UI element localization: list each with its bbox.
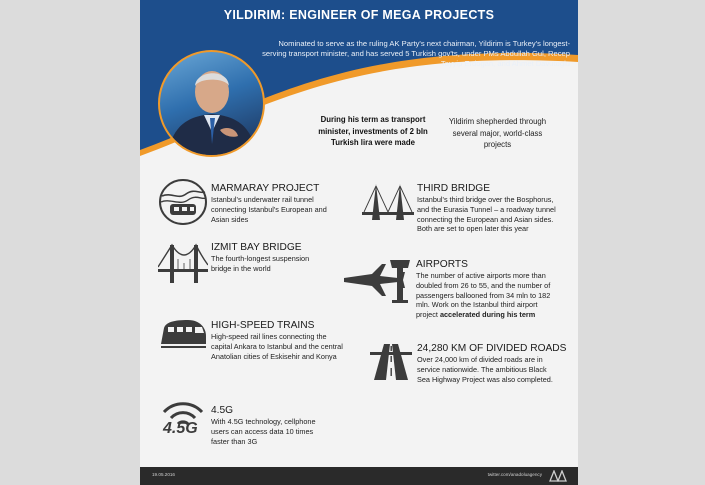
roads-heading: 24,280 KM OF DIVIDED ROADS xyxy=(417,343,567,354)
highspeed-heading: HIGH-SPEED TRAINS xyxy=(211,320,315,331)
projects-stat: Yildirim shepherded through several major, world-class projects xyxy=(448,117,547,149)
airport-tower-icon xyxy=(342,256,414,306)
footer-handle: twitter.com/anadoluagency xyxy=(487,472,542,477)
high-speed-train-icon xyxy=(158,314,208,354)
roads-desc: Over 24,000 km of divided roads are in service nationwide. The ambitious Black Sea Highway Project was also completed. xyxy=(417,355,553,384)
fourg-desc: With 4.5G technology, cellphone users can access data 10 times faster than 3G xyxy=(211,417,316,446)
footer-bar xyxy=(140,467,578,485)
thirdbridge-desc: Istanbul's third bridge over the Bosphorus, and the Eurasia Tunnel – a roadway tunnel connecting the European and Asian sides. Both are set to open later this year xyxy=(417,195,556,234)
airports-heading: AIRPORTS xyxy=(416,259,468,270)
izmit-desc: The fourth-longest suspension bridge in the world xyxy=(211,254,310,273)
izmit-heading: IZMIT BAY BRIDGE xyxy=(211,242,302,253)
tunnel-train-icon xyxy=(158,178,208,226)
fourg-icon-label: 4.5G xyxy=(163,420,198,437)
fourg-heading: 4.5G xyxy=(211,405,234,416)
intro-text: Nominated to serve as the ruling AK Party's next chairman, Yildirim is Turkey's longest-serving transport minister, and has served 5 Turkish gov'ts, under PMs Abdullah Gul, Recep Tayyip Erdogan, and Ahmet Davutoglu xyxy=(262,39,570,68)
agency-logo-icon xyxy=(548,470,568,482)
page-title: YILDIRIM: ENGINEER OF MEGA PROJECTS xyxy=(223,8,495,22)
marmaray-heading: MARMARAY PROJECT xyxy=(211,183,320,194)
footer-date: 19.05.2016 xyxy=(152,472,175,477)
marmaray-desc: Istanbul's underwater rail tunnel connecting Istanbul's European and Asian sides xyxy=(211,195,327,224)
highspeed-desc: High-speed rail lines connecting the capital Ankara to Istanbul and the central Anatolian cities of Eskisehir and Konya xyxy=(211,332,343,361)
portrait-photo xyxy=(158,50,265,157)
airports-desc xyxy=(416,271,558,320)
airports-desc-text: The number of active airports more than doubled from 26 to 55, and the number of passengers ballooned from 34 mln to 182 mln. Work on the Istanbul third airport project xyxy=(416,271,551,320)
highway-icon xyxy=(370,340,412,382)
thirdbridge-heading: THIRD BRIDGE xyxy=(417,183,491,194)
cable-bridge-icon xyxy=(362,180,414,228)
investment-stat: During his term as transport minister, investments of 2 bln Turkish lira were made xyxy=(318,115,428,147)
suspension-bridge-icon xyxy=(158,239,208,287)
infographic-poster xyxy=(140,0,578,485)
airports-desc-bold: accelerated during his term xyxy=(439,310,536,320)
portrait-illustration xyxy=(160,52,263,155)
